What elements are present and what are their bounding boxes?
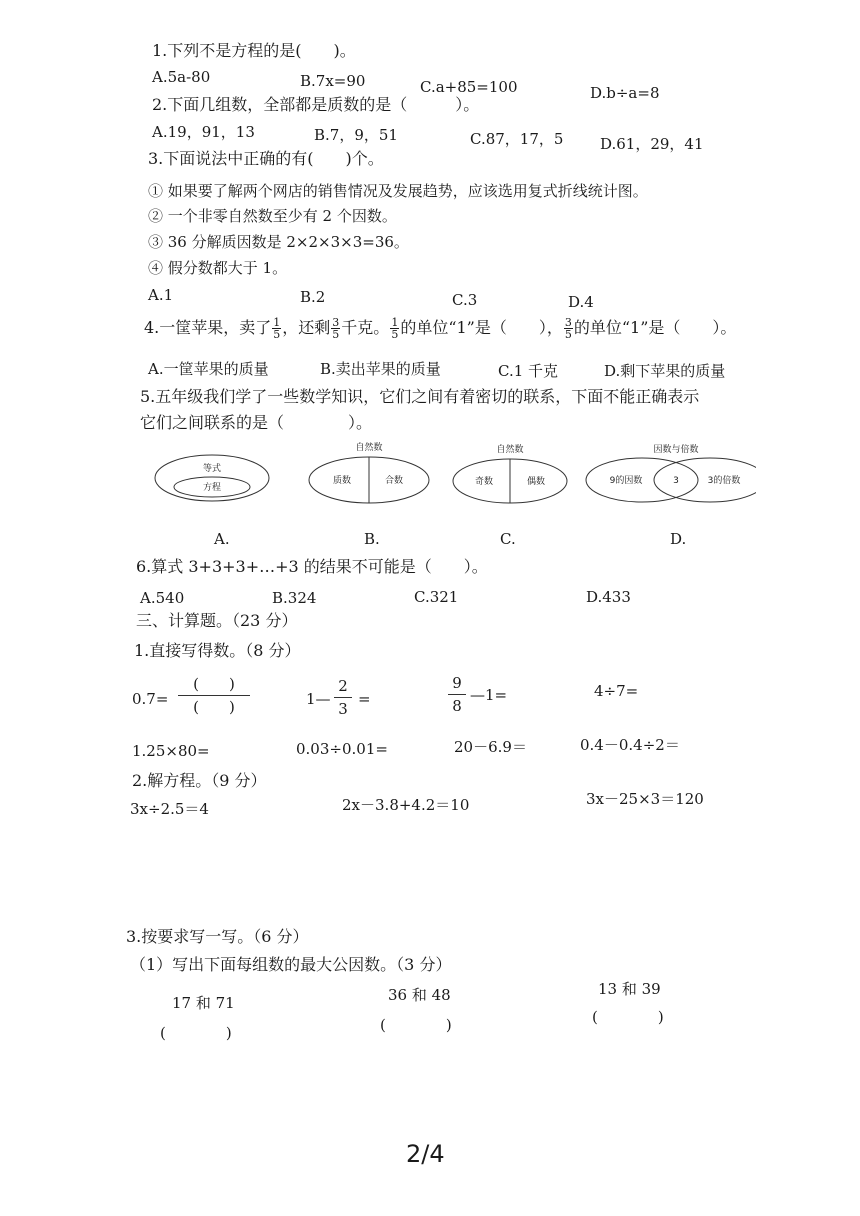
q5-label-d: D. bbox=[670, 530, 687, 548]
q5-diagram-a bbox=[152, 452, 272, 504]
q2-stem: 2.下面几组数，全部都是质数的是（ ）。 bbox=[152, 95, 480, 114]
q4-option-a: A.一筐苹果的质量 bbox=[148, 360, 269, 378]
q2-option-d: D.61，29，41 bbox=[600, 135, 704, 153]
group-2: 36 和 48 bbox=[388, 986, 451, 1004]
q5-stem-line2: 它们之间联系的是（ ）。 bbox=[140, 413, 373, 432]
q5-label-c: C. bbox=[500, 530, 516, 548]
q6-option-d: D.433 bbox=[586, 588, 631, 606]
q5-diagram-b bbox=[304, 440, 434, 506]
calc-expr-3-fraction: 9 8 bbox=[448, 674, 466, 715]
q4-fraction-3: $\frac{1}{5}$ bbox=[391, 316, 399, 341]
write-title: 3.按要求写一写。（6 分） bbox=[126, 927, 309, 946]
q3-statement-4: ④ 假分数都大于 1。 bbox=[148, 259, 288, 277]
q6-option-a: A.540 bbox=[140, 589, 185, 607]
calc-expr-6: 0.03÷0.01= bbox=[296, 740, 388, 758]
equation-title: 2.解方程。（9 分） bbox=[132, 771, 267, 790]
calc-expr-1: 0.7= bbox=[132, 690, 169, 708]
q1-stem: 1.下列不是方程的是( )。 bbox=[152, 41, 356, 60]
q6-stem: 6.算式 3+3+3+…+3 的结果不可能是（ ）。 bbox=[136, 557, 488, 576]
q3-option-b: B.2 bbox=[300, 288, 326, 306]
group-1: 17 和 71 bbox=[172, 994, 235, 1012]
diagram-c-right-label: 偶数 bbox=[526, 477, 546, 487]
q5-diagram-d bbox=[584, 442, 756, 504]
q3-option-a: A.1 bbox=[148, 286, 174, 304]
q2-option-c: C.87，17，5 bbox=[470, 130, 564, 148]
calc-title: 1.直接写得数。（8 分） bbox=[134, 641, 301, 660]
diagram-b-left-label: 质数 bbox=[332, 476, 352, 486]
q1-option-a: A.5a-80 bbox=[152, 68, 211, 86]
q4-option-b: B.卖出苹果的质量 bbox=[320, 360, 441, 378]
q4-stem: 4.一筐苹果，卖了 $\frac{1}{5}$ ，还剩 $\frac{3}{5}$ 千克。 $\frac{1}{5}$ 的单位“1”是（ ）， $\frac{3}{5}$ 的单位“1”是（ ）。 bbox=[144, 316, 737, 341]
diagram-d-right-label: 3的倍数 bbox=[707, 476, 741, 486]
q1-option-c: C.a+85=100 bbox=[420, 78, 518, 96]
q6-option-c: C.321 bbox=[414, 588, 459, 606]
q3-option-c: C.3 bbox=[452, 291, 478, 309]
section-3-title: 三、计算题。（23 分） bbox=[136, 611, 298, 630]
diagram-d-left-label: 9的因数 bbox=[609, 476, 643, 486]
calc-expr-4: 4÷7= bbox=[594, 682, 639, 700]
q5-label-b: B. bbox=[364, 530, 380, 548]
calc-expr-7: 20－6.9＝ bbox=[454, 738, 527, 756]
page-number: 2/4 bbox=[406, 1140, 445, 1168]
q3-option-d: D.4 bbox=[568, 293, 594, 311]
calc-expr-5: 1.25×80= bbox=[132, 742, 210, 760]
q2-option-b: B.7，9，51 bbox=[314, 126, 398, 144]
calc-expr-2-prefix: 1— bbox=[306, 690, 331, 708]
q4-fraction-2: $\frac{3}{5}$ bbox=[332, 316, 340, 341]
diagram-a-outer-label: 等式 bbox=[202, 464, 222, 474]
q1-option-b: B.7x=90 bbox=[300, 72, 366, 90]
diagram-c-left-label: 奇数 bbox=[474, 477, 494, 487]
q1-option-d: D.b÷a=8 bbox=[590, 84, 660, 102]
q4-fraction-1: $\frac{1}{5}$ bbox=[273, 316, 281, 341]
q3-statement-1: ① 如果要了解两个网店的销售情况及发展趋势，应该选用复式折线统计图。 bbox=[148, 182, 648, 200]
diagram-b-title: 自然数 bbox=[355, 443, 383, 453]
equation-1: 3x÷2.5＝4 bbox=[130, 800, 209, 818]
q3-statement-2: ② 一个非零自然数至少有 2 个因数。 bbox=[148, 207, 397, 225]
q3-stem: 3.下面说法中正确的有( )个。 bbox=[148, 149, 384, 168]
diagram-a-inner-label: 方程 bbox=[202, 483, 222, 493]
answer-blank-1: ( ) bbox=[160, 1024, 232, 1042]
q5-label-a: A. bbox=[214, 530, 230, 548]
answer-blank-3: ( ) bbox=[592, 1008, 664, 1026]
q2-option-a: A.19，91，13 bbox=[152, 123, 255, 141]
equation-2: 2x－3.8+4.2＝10 bbox=[342, 796, 470, 814]
q3-statement-3: ③ 36 分解质因数是 2×2×3×3=36。 bbox=[148, 233, 409, 251]
group-3: 13 和 39 bbox=[598, 980, 661, 998]
equation-3: 3x－25×3＝120 bbox=[586, 790, 704, 808]
calc-expr-1-fraction: ( ) ( ) bbox=[178, 675, 250, 716]
diagram-d-mid-label: 3 bbox=[673, 476, 679, 486]
answer-blank-2: ( ) bbox=[380, 1016, 452, 1034]
calc-expr-2-suffix: = bbox=[358, 690, 371, 708]
diagram-c-title: 自然数 bbox=[496, 445, 524, 455]
q5-stem-line1: 5.五年级我们学了一些数学知识，它们之间有着密切的联系，下面不能正确表示 bbox=[140, 387, 700, 406]
q6-option-b: B.324 bbox=[272, 589, 317, 607]
calc-expr-3-suffix: —1= bbox=[470, 686, 508, 704]
write-subtitle: （1）写出下面每组数的最大公因数。（3 分） bbox=[130, 955, 452, 974]
calc-expr-2-fraction: 2 3 bbox=[334, 677, 352, 718]
q4-fraction-4: $\frac{3}{5}$ bbox=[564, 316, 572, 341]
q4-option-d: D.剩下苹果的质量 bbox=[604, 362, 726, 380]
calc-expr-8: 0.4－0.4÷2＝ bbox=[580, 736, 680, 754]
q4-option-c: C.1 千克 bbox=[498, 362, 559, 380]
diagram-b-right-label: 合数 bbox=[384, 476, 404, 486]
q5-diagram-c bbox=[448, 442, 572, 506]
diagram-d-title: 因数与倍数 bbox=[653, 445, 699, 455]
